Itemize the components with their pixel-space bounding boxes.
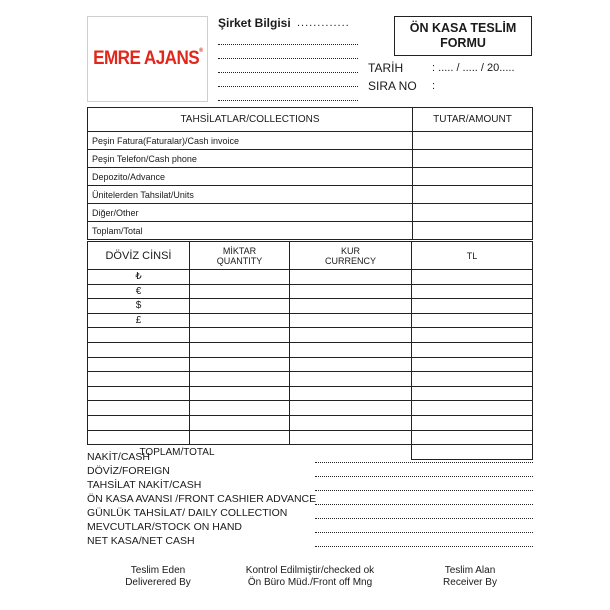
- tl-cell[interactable]: [412, 299, 533, 314]
- signature-checked-by: Kontrol Edilmiştir/checked ok Ön Büro Müd./Front off Mng: [245, 565, 375, 588]
- table-row: [88, 386, 533, 401]
- currency-symbol[interactable]: [88, 401, 190, 416]
- currency-symbol[interactable]: [88, 430, 190, 445]
- collection-label: Diğer/Other: [88, 204, 413, 222]
- summary-field[interactable]: [315, 490, 533, 491]
- currency-symbol[interactable]: [88, 357, 190, 372]
- logo-box: [87, 16, 208, 102]
- amount-cell[interactable]: [413, 222, 533, 240]
- table-row: [88, 372, 533, 387]
- currency-table: [87, 241, 533, 460]
- quantity-cell[interactable]: [190, 328, 290, 343]
- quantity-cell[interactable]: [190, 299, 290, 314]
- collections-table: [87, 107, 533, 240]
- summary-field[interactable]: [315, 532, 533, 533]
- currency-symbol[interactable]: [88, 386, 190, 401]
- company-info-line: [218, 58, 358, 59]
- collection-label: Toplam/Total: [88, 222, 413, 240]
- company-info-line: [218, 44, 358, 45]
- date-field[interactable]: : ..... / ..... / 20.....: [432, 62, 515, 74]
- currency-total-row: [88, 445, 533, 460]
- table-row: [88, 342, 533, 357]
- summary-label: MEVCUTLAR/STOCK ON HAND: [87, 521, 242, 533]
- currency-total-cell[interactable]: [412, 445, 533, 460]
- summary-label: ÖN KASA AVANSI /FRONT CASHIER ADVANCE: [87, 493, 317, 505]
- quantity-cell[interactable]: [190, 401, 290, 416]
- company-info-dots: .............: [297, 17, 350, 29]
- quantity-cell[interactable]: [190, 430, 290, 445]
- summary-label: GÜNLÜK TAHSİLAT/ DAILY COLLECTION: [87, 507, 288, 519]
- amount-header: TUTAR/AMOUNT: [413, 108, 533, 132]
- rate-cell[interactable]: [290, 386, 412, 401]
- summary-field[interactable]: [315, 462, 533, 463]
- summary-field[interactable]: [315, 476, 533, 477]
- rate-cell[interactable]: [290, 328, 412, 343]
- tl-cell[interactable]: [412, 401, 533, 416]
- sequence-label: SIRA NO: [368, 79, 417, 93]
- currency-symbol[interactable]: [88, 342, 190, 357]
- signature-delivered-by: Teslim Eden Deliverered By: [125, 565, 191, 588]
- tl-cell[interactable]: [412, 313, 533, 328]
- tl-cell[interactable]: [412, 270, 533, 285]
- table-row: [88, 401, 533, 416]
- table-row: [88, 328, 533, 343]
- form-title-line2: FORMU: [440, 36, 486, 50]
- collection-label: Depozito/Advance: [88, 168, 413, 186]
- amount-cell[interactable]: [413, 168, 533, 186]
- summary-field[interactable]: [315, 504, 533, 505]
- quantity-cell[interactable]: [190, 284, 290, 299]
- table-row: [88, 168, 533, 186]
- rate-cell[interactable]: [290, 299, 412, 314]
- date-label: TARİH: [368, 61, 404, 75]
- tl-cell[interactable]: [412, 415, 533, 430]
- sequence-field[interactable]: :: [432, 80, 436, 92]
- currency-symbol: €: [88, 284, 190, 299]
- quantity-cell[interactable]: [190, 386, 290, 401]
- tl-cell[interactable]: [412, 342, 533, 357]
- amount-cell[interactable]: [413, 132, 533, 150]
- rate-cell[interactable]: [290, 415, 412, 430]
- currency-symbol: ₺: [88, 270, 190, 285]
- rate-cell[interactable]: [290, 372, 412, 387]
- tl-cell[interactable]: [412, 357, 533, 372]
- amount-cell[interactable]: [413, 186, 533, 204]
- table-row: [88, 357, 533, 372]
- table-row: [88, 204, 533, 222]
- rate-cell[interactable]: [290, 401, 412, 416]
- currency-symbol: £: [88, 313, 190, 328]
- table-row: [88, 430, 533, 445]
- summary-label: NAKİT/CASH: [87, 451, 151, 463]
- table-row: [88, 313, 533, 328]
- quantity-cell[interactable]: [190, 415, 290, 430]
- summary-label: NET KASA/NET CASH: [87, 535, 195, 547]
- quantity-cell[interactable]: [190, 313, 290, 328]
- quantity-cell[interactable]: [190, 270, 290, 285]
- form-title: [394, 16, 532, 56]
- collection-label: Peşin Telefon/Cash phone: [88, 150, 413, 168]
- company-logo: EMRE AJANS®: [92, 48, 203, 69]
- table-row: [88, 222, 533, 240]
- quantity-cell[interactable]: [190, 342, 290, 357]
- currency-symbol[interactable]: [88, 372, 190, 387]
- tl-cell[interactable]: [412, 386, 533, 401]
- table-row: [88, 186, 533, 204]
- summary-field[interactable]: [315, 546, 533, 547]
- table-row: [88, 299, 533, 314]
- collection-label: Ünitelerden Tahsilat/Units: [88, 186, 413, 204]
- signature-received-by: Teslim Alan Receiver By: [443, 565, 497, 588]
- rate-cell[interactable]: [290, 357, 412, 372]
- tl-cell[interactable]: [412, 328, 533, 343]
- tl-header: TL: [412, 242, 533, 270]
- currency-symbol[interactable]: [88, 415, 190, 430]
- table-row: [88, 270, 533, 285]
- amount-cell[interactable]: [413, 150, 533, 168]
- tl-cell[interactable]: [412, 430, 533, 445]
- tl-cell[interactable]: [412, 372, 533, 387]
- table-row: [88, 415, 533, 430]
- rate-cell[interactable]: [290, 313, 412, 328]
- quantity-cell[interactable]: [190, 357, 290, 372]
- currency-type-header: DÖVİZ CİNSİ: [88, 242, 190, 270]
- quantity-cell[interactable]: [190, 372, 290, 387]
- summary-label: TAHSİLAT NAKİT/CASH: [87, 479, 202, 491]
- currency-symbol: $: [88, 299, 190, 314]
- collection-label: Peşin Fatura(Faturalar)/Cash invoice: [88, 132, 413, 150]
- amount-cell[interactable]: [413, 204, 533, 222]
- rate-header: KUR CURRENCY: [290, 242, 412, 270]
- currency-total-label: TOPLAM/TOTAL: [88, 445, 412, 460]
- rate-cell[interactable]: [290, 284, 412, 299]
- tl-cell[interactable]: [412, 284, 533, 299]
- table-row: [88, 150, 533, 168]
- currency-symbol[interactable]: [88, 328, 190, 343]
- rate-cell[interactable]: [290, 270, 412, 285]
- table-row: [88, 284, 533, 299]
- rate-cell[interactable]: [290, 430, 412, 445]
- summary-field[interactable]: [315, 518, 533, 519]
- table-row: [88, 132, 533, 150]
- company-info-line: [218, 72, 358, 73]
- company-info-label: Şirket Bilgisi: [218, 16, 291, 30]
- form-title-line1: ÖN KASA TESLİM: [409, 21, 517, 35]
- summary-label: DÖVİZ/FOREIGN: [87, 465, 170, 477]
- rate-cell[interactable]: [290, 342, 412, 357]
- collections-header: TAHSİLATLAR/COLLECTIONS: [88, 108, 413, 132]
- quantity-header: MİKTAR QUANTITY: [190, 242, 290, 270]
- company-info-line: [218, 100, 358, 101]
- company-info-line: [218, 86, 358, 87]
